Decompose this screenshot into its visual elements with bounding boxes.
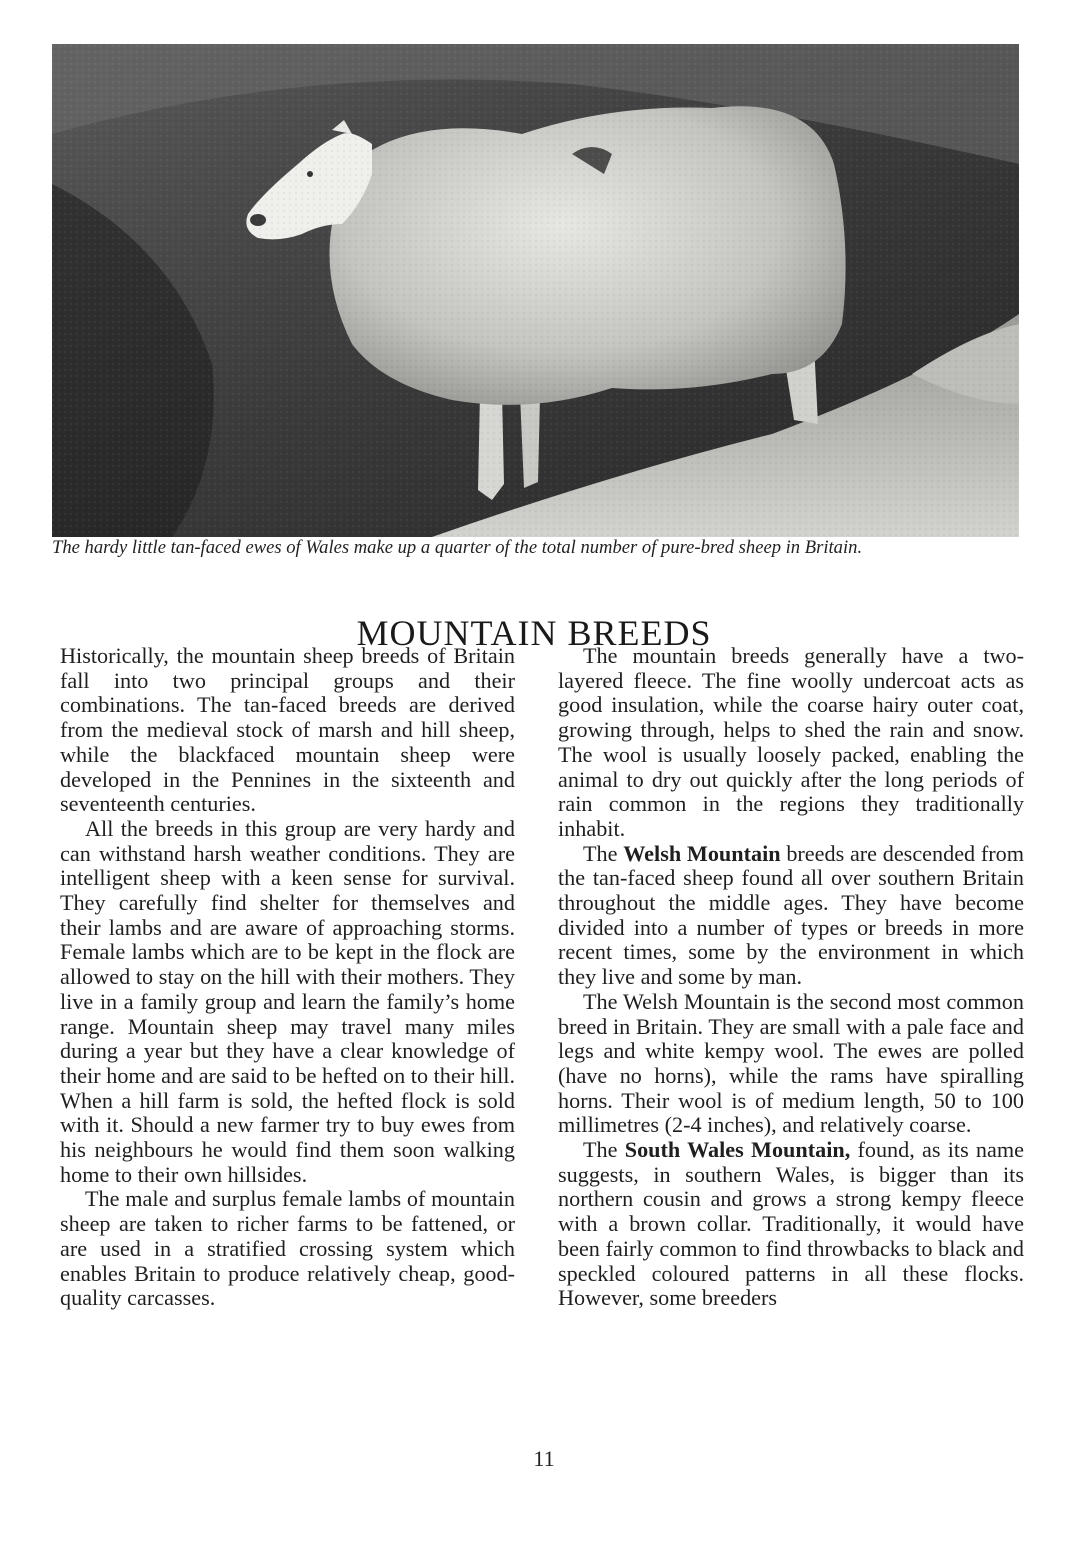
page-title: MOUNTAIN BREEDS xyxy=(356,613,712,654)
breed-name-south-wales-mountain: South Wales Mountain, xyxy=(624,1137,851,1163)
paragraph-text: found, as its name suggests, in southern Wales, is bigger than its northern cousin and grows a strong kempy fleece with a brown collar. Traditionally, it would have been fairly common to find throwbacks to black and speckled coloured patterns in all these flocks. However, some breeders xyxy=(558,1137,1024,1311)
paragraph xyxy=(558,842,1024,990)
paragraph: The male and surplus female lambs of mountain sheep are taken to richer farms to be fattened, or are used in a stratified crossing system which enables Britain to produce relatively cheap, good-quality carcasses. xyxy=(60,1186,515,1311)
paragraph: The mountain breeds generally have a two-layered fleece. The fine woolly undercoat acts as good insulation, while the coarse hairy outer coat, growing through, helps to shed the rain and snow. The wool is usually loosely packed, enabling the animal to dry out quickly after the long periods of rain common in the regions they traditionally inhabit. xyxy=(558,643,1024,841)
paragraph xyxy=(558,1138,1024,1311)
photo-caption: The hardy little tan-faced ewes of Wales make up a quarter of the total number of pure-bred sheep in Britain. xyxy=(52,537,863,558)
breed-name-welsh-mountain: Welsh Mountain xyxy=(623,840,781,866)
paragraph-text: breeds are descended from the tan-faced sheep found all over southern Britain throughout the middle ages. They have become divided into a number of types or breeds in more recent times, some by the environment in which they live and some by man. xyxy=(558,840,1024,990)
paragraph-text: The xyxy=(583,840,624,866)
left-column xyxy=(60,644,515,1311)
paragraph: All the breeds in this group are very hardy and can withstand harsh weather conditions. They are intelligent sheep with a keen sense for survival. They carefully find shelter for themselves and their lambs and are aware of approaching storms. Female lambs which are to be kept in the flock are allowed to stay on the hill with their mothers. They live in a family group and learn the family’s home range. Mountain sheep may travel many miles during a year but they have a clear knowledge of their home and are said to be hefted on to their hill. When a hill farm is sold, the hefted flock is sold with it. Should a new farmer try to buy ewes from his neighbours he would find them soon walking home to their own hillsides. xyxy=(60,815,515,1187)
right-column xyxy=(558,644,1024,1311)
sheep-photo xyxy=(52,44,1019,537)
page-number: 11 xyxy=(533,1446,555,1471)
paragraph: The Welsh Mountain is the second most common breed in Britain. They are small with a pale face and legs and white kempy wool. The ewes are polled (have no horns), while the rams have spiralling horns. Their wool is of medium length, 50 to 100 millimetres (2-4 inches), and relatively coarse. xyxy=(558,988,1024,1138)
paragraph: Historically, the mountain sheep breeds of Britain fall into two principal groups and their combinations. The tan-faced breeds are derived from the medieval stock of marsh and hill sheep, while the blackfaced mountain sheep were developed in the Pennines in the sixteenth and seventeenth centuries. xyxy=(60,643,515,817)
paragraph-text: The xyxy=(583,1137,625,1163)
